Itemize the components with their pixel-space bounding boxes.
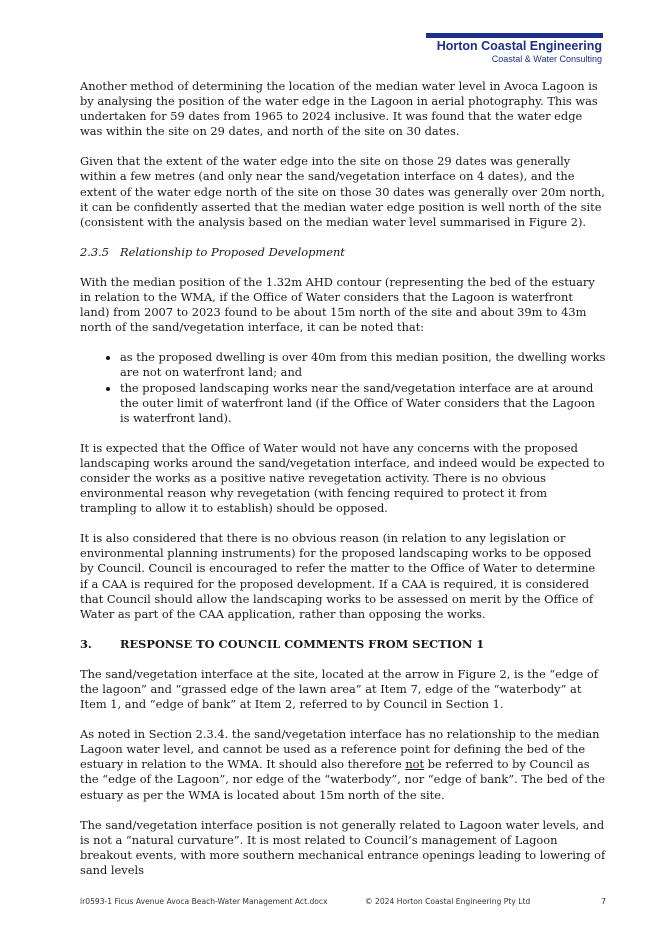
section-title: RESPONSE TO COUNCIL COMMENTS FROM SECTION 1 — [120, 636, 485, 651]
paragraph: It is expected that the Office of Water would not have any concerns with the proposed landscaping works around the sand/vegetation interface, and indeed would be expected to consider the works as a positive native revegetation activity. There is no obvious environmental reason why revegetation (with fencing required to protect it from trampling to allow it to establish) should be opposed. — [80, 440, 605, 516]
footer-filename: lr0593-1 Ficus Avenue Avoca Beach-Water Management Act.docx — [80, 897, 328, 906]
subsection-heading — [80, 245, 606, 260]
paragraph: Given that the extent of the water edge into the site on those 29 dates was generally within a few metres (and only near the sand/vegetation interface on 4 dates), and the extent of the water edge north of the site on those 30 dates was generally over 20m north, it can be confidently asserted that the median water edge position is well north of the site (consistent with the analysis based on the median water level summarised in Figure 2). — [80, 154, 605, 229]
brand-bar — [426, 33, 603, 38]
paragraph: With the median position of the 1.32m AHD contour (representing the bed of the estuary in relation to the WMA, if the Office of Water considers that the Lagoon is waterfront land) from 2007 to 2023 found to be about 15m north of the site and about 39m to 43m north of the sand/vegetation interface, it can be noted that: — [80, 274, 595, 335]
text-run: As noted in Section 2.3.4. the sand/vegetation interface has no relationship to the median Lagoon water level, and cannot be used as a reference point for defining the bed of the estuary in relation to the WMA. It should also therefore — [80, 727, 600, 772]
footer-copyright: © 2024 Horton Coastal Engineering Pty Ltd — [365, 897, 531, 906]
list-item: • the proposed landscaping works near the sand/vegetation interface are at around the outer limit of waterfront land (if the Office of Water considers that the Lagoon is waterfront land). — [120, 381, 606, 426]
paragraph: It is also considered that there is no obvious reason (in relation to any legislation or environmental planning instruments) for the proposed landscaping works to be opposed by Council. Council is encouraged to refer the matter to the Office of Water to determine if a CAA is required for the proposed development. If a CAA is required, it is considered that Council should allow the landscaping works to be assessed on merit by the Office of Water as part of the CAA application, rather than opposing the works. — [80, 531, 596, 621]
subsection-number: 2.3.5 — [80, 244, 109, 259]
underlined-text: not — [405, 757, 425, 772]
subsection-title: Relationship to Proposed Development — [120, 244, 345, 259]
paragraph: Another method of determining the location of the median water level in Avoca Lagoon is by analysing the position of the water edge in the Lagoon in aerial photography. This was undertaken for 59 dates from 1965 to 2024 inclusive. It was found that the water edge was within the site on 29 dates, and north of the site on 30 dates. — [80, 79, 598, 139]
section-number: 3. — [80, 636, 92, 651]
paragraph: The sand/vegetation interface position is not generally related to Lagoon water levels, and is not a “natural curvature”. It is most related to Council’s management of Lagoon breakout events, with more southern mechanical entrance openings leading to lowering of sand levels — [80, 817, 606, 877]
paragraph — [80, 727, 606, 802]
section-heading — [80, 637, 606, 652]
list-item: • as the proposed dwelling is over 40m from this median position, the dwelling works are not on waterfront land; and — [120, 350, 606, 380]
company-tagline: Coastal & Water Consulting — [491, 54, 602, 64]
company-name: Horton Coastal Engineering — [436, 39, 602, 53]
page-number: 7 — [601, 897, 606, 906]
document-body — [80, 79, 606, 893]
paragraph: The sand/vegetation interface at the site, located at the arrow in Figure 2, is the “edge of the lagoon” and “grassed edge of the lawn area” at Item 7, edge of the “waterbody” at Item 1, and “edge of bank” at Item 2, referred to by Council in Section 1. — [80, 666, 598, 712]
bullet-list — [80, 350, 606, 425]
text-run: be referred to by Council as the “edge of the Lagoon”, nor edge of the “waterbody”, nor “edge of bank”. The bed of the estuary as per the WMA is located about 15m north of the site. — [80, 757, 605, 802]
